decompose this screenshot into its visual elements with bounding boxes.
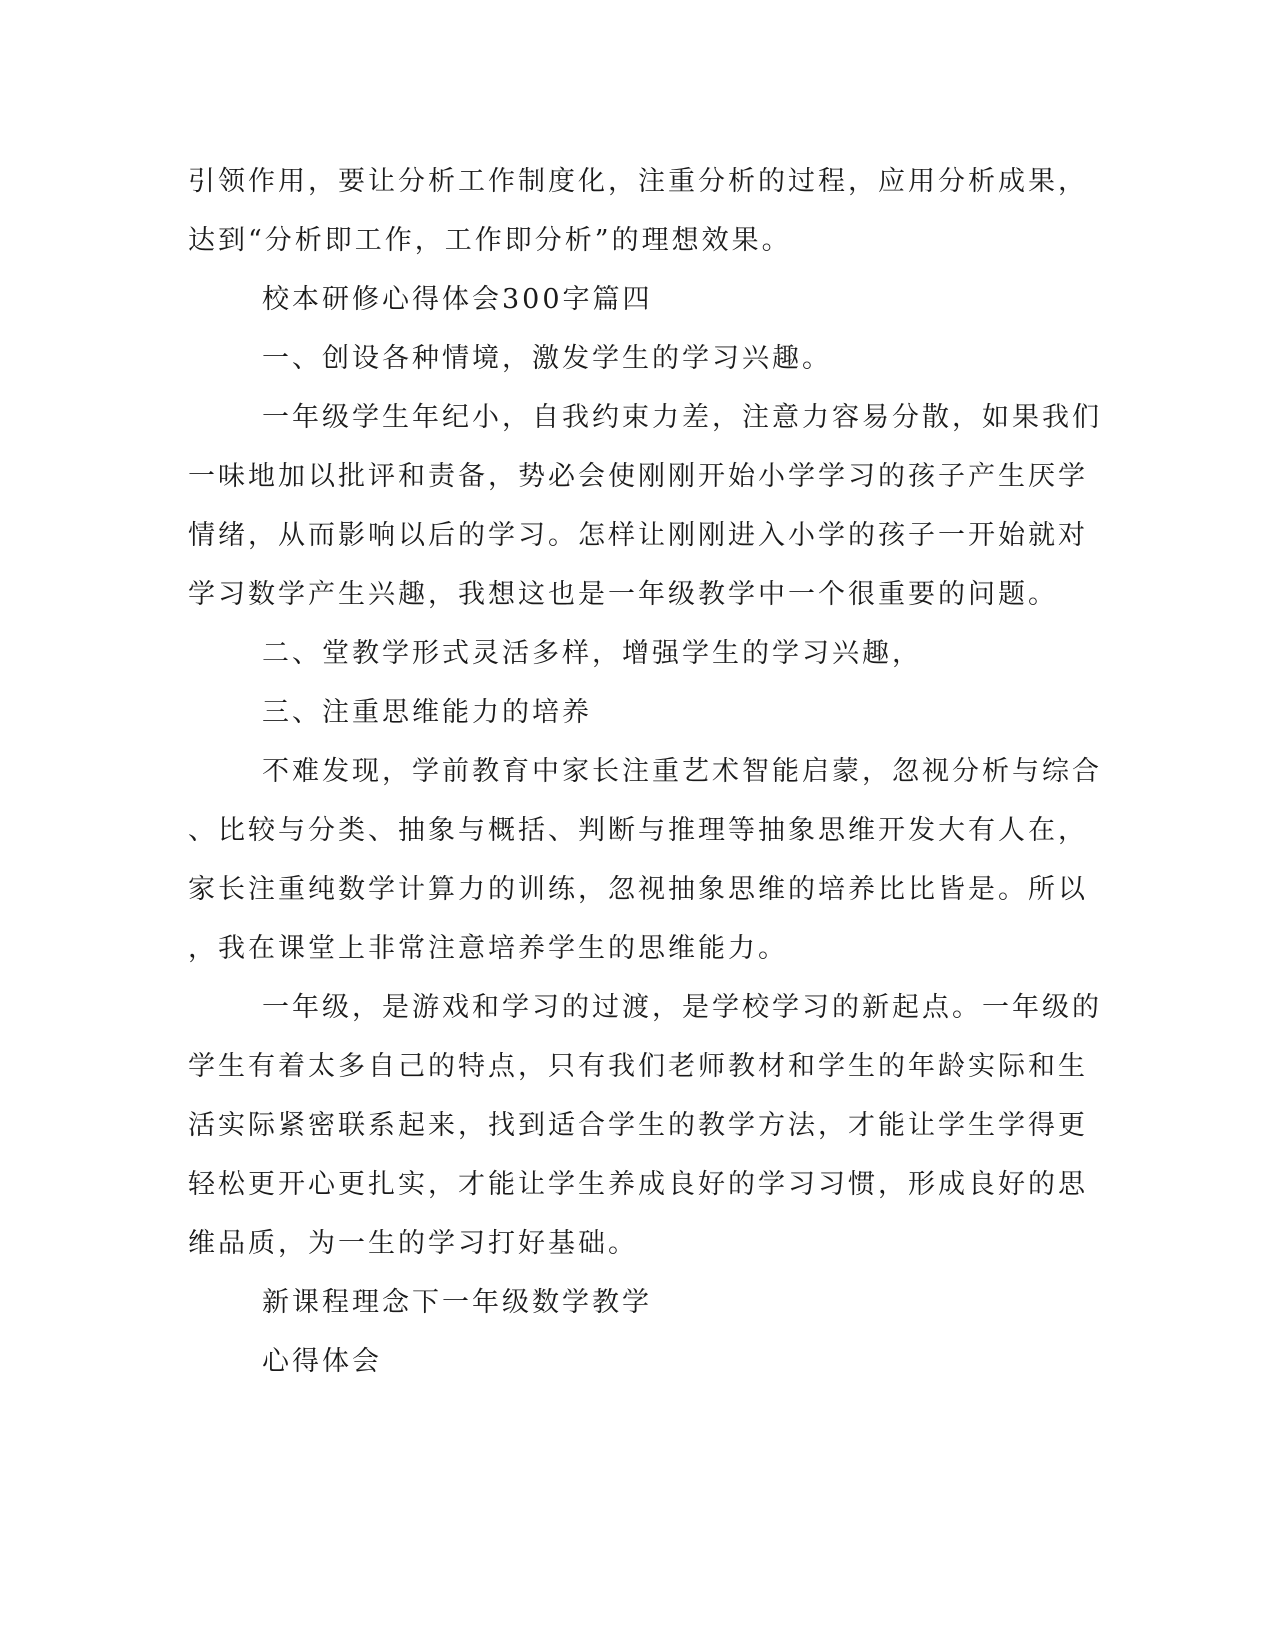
text-line: 情绪，从而影响以后的学习。怎样让刚刚进入小学的孩子一开始就对 xyxy=(188,520,1088,551)
section-heading: 心得体会 xyxy=(262,1346,382,1377)
text-line: 二、堂教学形式灵活多样，增强学生的学习兴趣， xyxy=(262,638,922,669)
text-line: ，我在课堂上非常注意培养学生的思维能力。 xyxy=(188,933,788,964)
text-line: 学习数学产生兴趣，我想这也是一年级教学中一个很重要的问题。 xyxy=(188,579,1058,610)
text-line: 一、创设各种情境，激发学生的学习兴趣。 xyxy=(262,343,832,374)
text-line: 维品质，为一生的学习打好基础。 xyxy=(188,1228,638,1259)
text-line: 一味地加以批评和责备，势必会使刚刚开始小学学习的孩子产生厌学 xyxy=(188,461,1088,492)
text-line: 一年级学生年纪小，自我约束力差，注意力容易分散，如果我们 xyxy=(262,402,1102,433)
text-line: 轻松更开心更扎实，才能让学生养成良好的学习习惯，形成良好的思 xyxy=(188,1169,1088,1200)
text-line: 家长注重纯数学计算力的训练，忽视抽象思维的培养比比皆是。所以 xyxy=(188,874,1088,905)
text-line: 引领作用，要让分析工作制度化，注重分析的过程，应用分析成果， xyxy=(188,166,1088,197)
text-line: 达到“分析即工作，工作即分析”的理想效果。 xyxy=(188,225,792,256)
text-line: 、比较与分类、抽象与概括、判断与推理等抽象思维开发大有人在， xyxy=(188,815,1088,846)
text-line: 一年级，是游戏和学习的过渡，是学校学习的新起点。一年级的 xyxy=(262,992,1102,1023)
section-heading: 新课程理念下一年级数学教学 xyxy=(262,1287,652,1318)
text-line: 学生有着太多自己的特点，只有我们老师教材和学生的年龄实际和生 xyxy=(188,1051,1088,1082)
section-heading: 校本研修心得体会300字篇四 xyxy=(262,284,653,315)
text-line: 活实际紧密联系起来，找到适合学生的教学方法，才能让学生学得更 xyxy=(188,1110,1088,1141)
text-line: 不难发现，学前教育中家长注重艺术智能启蒙，忽视分析与综合 xyxy=(262,756,1102,787)
text-line: 三、注重思维能力的培养 xyxy=(262,697,592,728)
